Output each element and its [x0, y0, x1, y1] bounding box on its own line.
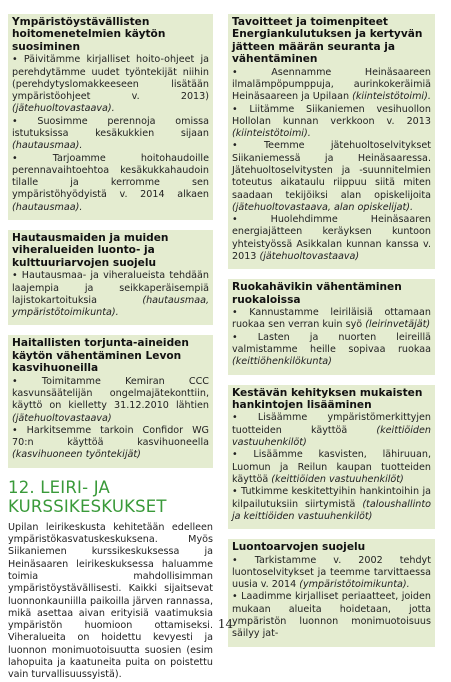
bullet-item: • Teemme jätehuoltoselvitykset Siikaniemessä ja Heinäsaaressa. Jätehuoltoselvitysten ja -suunnitelmien toteutus aikataulu riippuu siitä miten saadaan tekijöiksi alan opiskelijoita (jätehuoltovastaava, alan opiskelijat). — [232, 140, 431, 213]
bullet-item: • Päivitämme kirjalliset hoito-ohjeet ja perehdytämme uudet työntekijät niihin (perehdytyslomakkeeseen lisätään ympäristöohjeet v. 2013) (jätehuoltovastaava). — [12, 54, 209, 115]
bullet-item: • Lisäämme kasvisten, lähiruuan, Luomun ja Reilun kaupan tuotteiden käyttöä (keittiöiden vastuuhenkilöt) — [232, 449, 431, 485]
bullet-item: • Toimitamme Kemiran CCC kasvunsäätelijän ongelmajätekonttiin, käyttö on kielletty 31.12.2010 lähtien (jätehuoltovastaava) — [12, 375, 209, 424]
bullet-item: • Tarjoamme hoitohaudoille perennavaihtoehtoa kesäkukkahaudoin tilalle ja kerromme sen ympäristöhyödyistä v. 2014 alkaen (hautausmaa). — [12, 152, 209, 213]
section-heading: Haitallisten torjunta-aineiden käytön vähentäminen Levon kasvihuoneilla — [12, 337, 189, 375]
bullet-item: • Lasten ja nuorten leireillä valmistamme heille sopivaa ruokaa (keittiöhenkilökunta) — [232, 331, 431, 368]
bullet-item: • Tarkistamme v. 2002 tehdyt luontoselvitykset ja teemme tarvittaessa uusia v. 2014 (ympäristötoimikunta). — [232, 554, 431, 591]
section-energy-waste — [228, 14, 435, 269]
bullet-item: • Harkitsemme tarkoin Confidor WG 70:n käyttöä kasvihuoneella (kasvihuoneen työntekijät) — [12, 424, 209, 461]
chapter-title: 12. LEIRI- JA KURSSIKESKUKSET — [8, 477, 167, 516]
section-heading: Kestävän kehityksen mukaisten hankintojen lisääminen — [232, 386, 423, 412]
section-nature-culture — [8, 230, 213, 325]
bullet-item: • Suosimme perennoja omissa istutuksissa kesäkukkien sijaan (hautausmaa). — [12, 115, 209, 152]
section-heading: Ruokahävikin vähentäminen ruokaloissa — [232, 281, 402, 306]
left-column — [8, 14, 213, 682]
page-number: 14 — [217, 617, 234, 631]
section-heading: Tavoitteet ja toimenpiteet Energiankulutuksen ja kertyvän jätteen määrän seuranta ja vähentäminen — [232, 16, 423, 66]
section-pesticides — [8, 335, 213, 467]
bullet-item: • Hautausmaa- ja viheralueista tehdään laajempia ja seikkaperäisempiä lajistokartoituksia (hautausmaa, ympäristötoimikunta). — [12, 270, 209, 319]
section-eco-maintenance — [8, 14, 213, 220]
section-food-waste — [228, 279, 435, 374]
bullet-item: • Asennamme Heinäsaareen ilmalämpöpumppuja, aurinkokeräimiä Heinäsaareen ja Upilaan (kiinteistötoimi). — [232, 66, 431, 103]
bullet-item: • Kannustamme leiriläisiä ottamaan ruokaa sen verran kuin syö (leirinvetäjät) — [232, 307, 431, 331]
right-column — [228, 14, 435, 657]
section-heading: Hautausmaiden ja muiden viheralueiden luonto- ja kulttuuriarvojen suojelu — [12, 232, 169, 269]
bullet-item: • Liitämme Siikaniemen vesihuollon Hollolan kunnan verkkoon v. 2013 (kiinteistötoimi). — [232, 103, 431, 140]
bullet-item: • Tutkimme keskitettyihin hankintoihin ja kilpailutuksiin siirtymistä (taloushallinto ja keittiöiden vastuuhenkilöt) — [232, 486, 431, 522]
bullet-item: • Huolehdimme Heinäsaaren energiajätteen keräyksen kuntoon yhteistyössä Asikkalan kunnan kanssa v. 2013 (jätehuoltovastaava) — [232, 214, 431, 263]
section-heading: Luontoarvojen suojelu — [232, 541, 366, 554]
section-procurement — [228, 385, 435, 529]
bullet-item: • Laadimme kirjalliset periaatteet, joiden mukaan alueita hoidetaan, jotta ympäristön luonnon monimuotoisuus säilyy jat- — [232, 591, 431, 640]
section-heading: Ympäristöystävällisten hoitomenetelmien käytön suosiminen — [12, 16, 166, 53]
chapter-intro: Upilan leirikeskusta kehitetään edelleen ympäristökasvatuskeskuksena. Myös Siikaniemen kurssikeskuksessa ja Heinäsaaren leirikeskuksessa haluamme toimia mahdollisimman ympäristöystävällisesti. Kaikki sijaitsevat luonnonkauniilla paikoilla järven rannassa, mikä asettaa aivan erityisiä vaatimuksia ympäristön huomioon ottamiseksi. Viheralueita on hoidettu kevyesti ja luonnon monimuotoisuutta suosien (esim lahopuita ja kaatuneita puita on poistettu vain turvallisuussyistä). — [8, 521, 213, 681]
bullet-item: • Lisäämme ympäristömerkittyjen tuotteiden käyttöä (keittiöiden vastuuhenkilöt) — [232, 412, 431, 449]
